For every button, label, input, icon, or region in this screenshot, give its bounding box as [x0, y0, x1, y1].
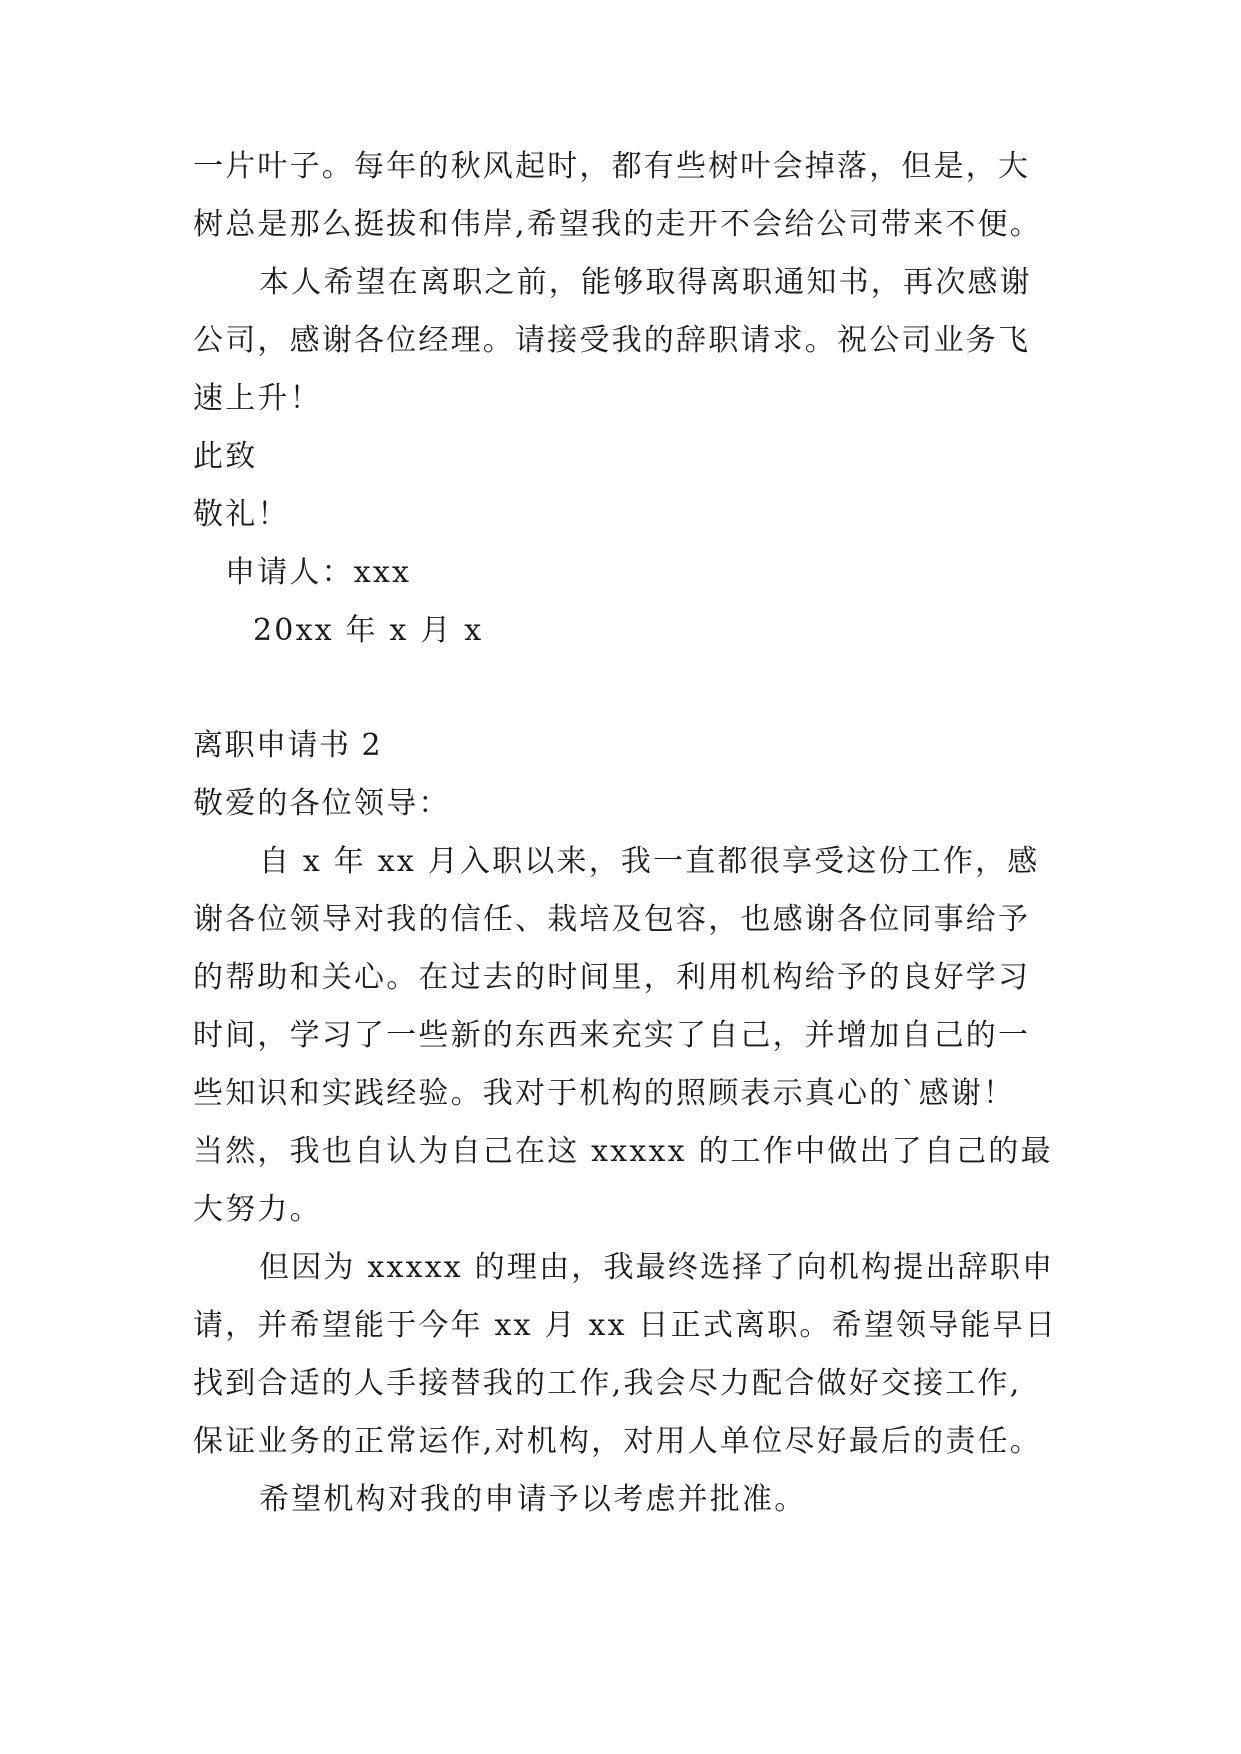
letter2-paragraph3-line1: 希望机构对我的申请予以考虑并批准。 [259, 1482, 807, 1517]
letter2-paragraph2-line2: 请，并希望能于今年 xx 月 xx 日正式离职。希望领导能早日 [193, 1308, 1058, 1343]
letter2-paragraph1-line6: 当然，我也自认为自己在这 xxxxx 的工作中做出了自己的最 [193, 1134, 1053, 1169]
letter1-closing-line1: 此致 [193, 439, 258, 474]
letter2-paragraph2-line3: 找到合适的人手接替我的工作,我会尽力配合做好交接工作, [193, 1366, 1022, 1401]
letter2-paragraph1-line1: 自 x 年 xx 月入职以来，我一直都很享受这份工作，感 [259, 844, 1040, 879]
letter1-date: 20xx 年 x 月 x [253, 613, 484, 648]
letter1-paragraph1-line1: 一片叶子。每年的秋风起时，都有些树叶会掉落，但是，大 [193, 149, 1031, 184]
letter2-paragraph1-line5: 些知识和实践经验。我对于机构的照顾表示真心的`感谢！ [193, 1076, 1016, 1111]
letter1-paragraph2-line2: 公司，感谢各位经理。请接受我的辞职请求。祝公司业务飞 [193, 323, 1031, 358]
letter2-paragraph1-line7: 大努力。 [193, 1192, 322, 1227]
letter2-paragraph1-line4: 时间，学习了一些新的东西来充实了自己，并增加自己的一 [193, 1018, 1031, 1053]
letter2-salutation: 敬爱的各位领导： [193, 786, 451, 821]
letter2-paragraph1-line3: 的帮助和关心。在过去的时间里，利用机构给予的良好学习 [193, 960, 1031, 995]
letter1-paragraph2-line1: 本人希望在离职之前，能够取得离职通知书，再次感谢 [259, 265, 1032, 300]
letter1-paragraph2-line3: 速上升！ [193, 381, 322, 416]
letter1-applicant: 申请人：xxx [225, 555, 412, 590]
letter1-paragraph1-line2: 树总是那么挺拔和伟岸,希望我的走开不会给公司带来不便。 [193, 207, 1042, 242]
letter1-closing-line2: 敬礼！ [193, 497, 290, 532]
letter2-paragraph1-line2: 谢各位领导对我的信任、栽培及包容，也感谢各位同事给予 [193, 902, 1031, 937]
letter2-title: 离职申请书 2 [193, 728, 383, 763]
letter2-paragraph2-line4: 保证业务的正常运作,对机构，对用人单位尽好最后的责任。 [193, 1424, 1042, 1459]
letter2-paragraph2-line1: 但因为 xxxxx 的理由，我最终选择了向机构提出辞职申 [259, 1250, 1055, 1285]
